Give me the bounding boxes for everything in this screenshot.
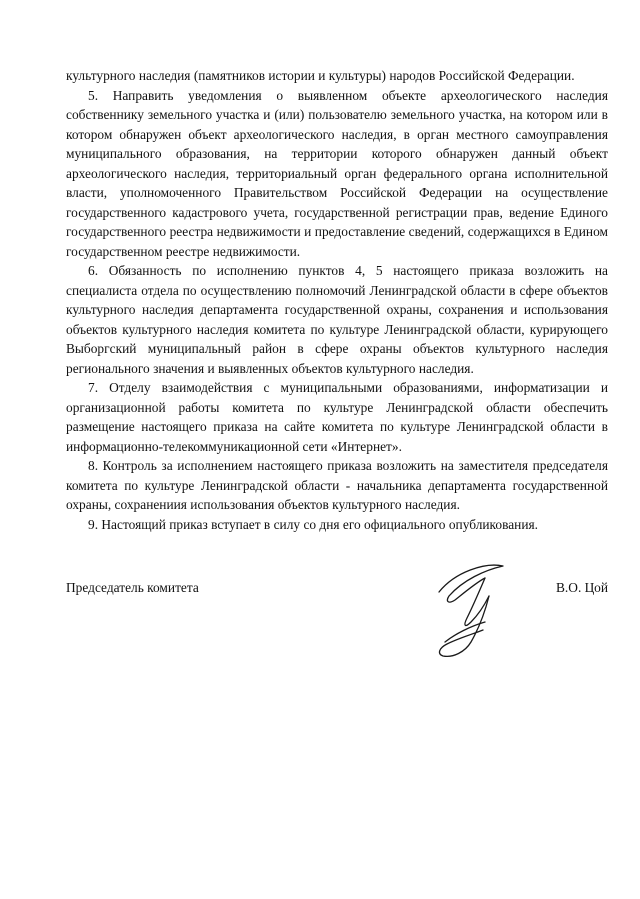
paragraph-intro-continuation: культурного наследия (памятников истории и культуры) народов Российской Федерации. — [66, 68, 575, 83]
paragraph-5: 5. Направить уведомления о выявленном объекте археологического наследия собственнику земельного участка и (или) пользователю земельного участка, на котором или в котором обнаружен объект археологического наследия, в орган местного самоуправления муниципального образования, на территории которого обнаружен данный объект археологического наследия, территориальный орган федерального органа исполнительной власти, уполномоченного Правительством Российской Федерации на осуществление государственного кадастрового учета, государственной регистрации прав, ведение Единого государственного реестра недвижимости и предоставление сведений, содержащихся в Едином государственном реестре недвижимости. — [66, 87, 608, 259]
document-body — [66, 66, 608, 534]
paragraph-8: 8. Контроль за исполнением настоящего приказа возложить на заместителя председателя комитета по культуре Ленинградской области - начальника департамента государственной охраны, сохранениия использования объектов культурного наследия. — [66, 458, 608, 512]
paragraph-6: 6. Обязанность по исполнению пунктов 4, 5 настоящего приказа возложить на специалиста отдела по осуществлению полномочий Ленинградской области в сфере объектов культурного наследия департамента государственной охраны, сохранения и использования объектов культурного наследия комитета по культуре Ленинградской области, курирующего Выборгский муниципальный район в сфере охраны объектов культурного наследия регионального значения и выявленных объектов культурного наследия. — [66, 263, 608, 376]
signer-name: В.О. Цой — [556, 580, 608, 595]
paragraph-9: 9. Настоящий приказ вступает в силу со дня его официального опубликования. — [88, 516, 538, 532]
handwritten-signature-icon — [415, 552, 535, 662]
signer-title: Председатель комитета — [66, 580, 199, 595]
paragraph-7: 7. Отделу взаимодействия с муниципальными образованиями, информатизации и организационной работы комитета по культуре Ленинградской области обеспечить размещение настоящего приказа на сайте комитета по культуре Ленинградской области в информационно-телекоммуникационной сети «Интернет». — [66, 380, 608, 454]
